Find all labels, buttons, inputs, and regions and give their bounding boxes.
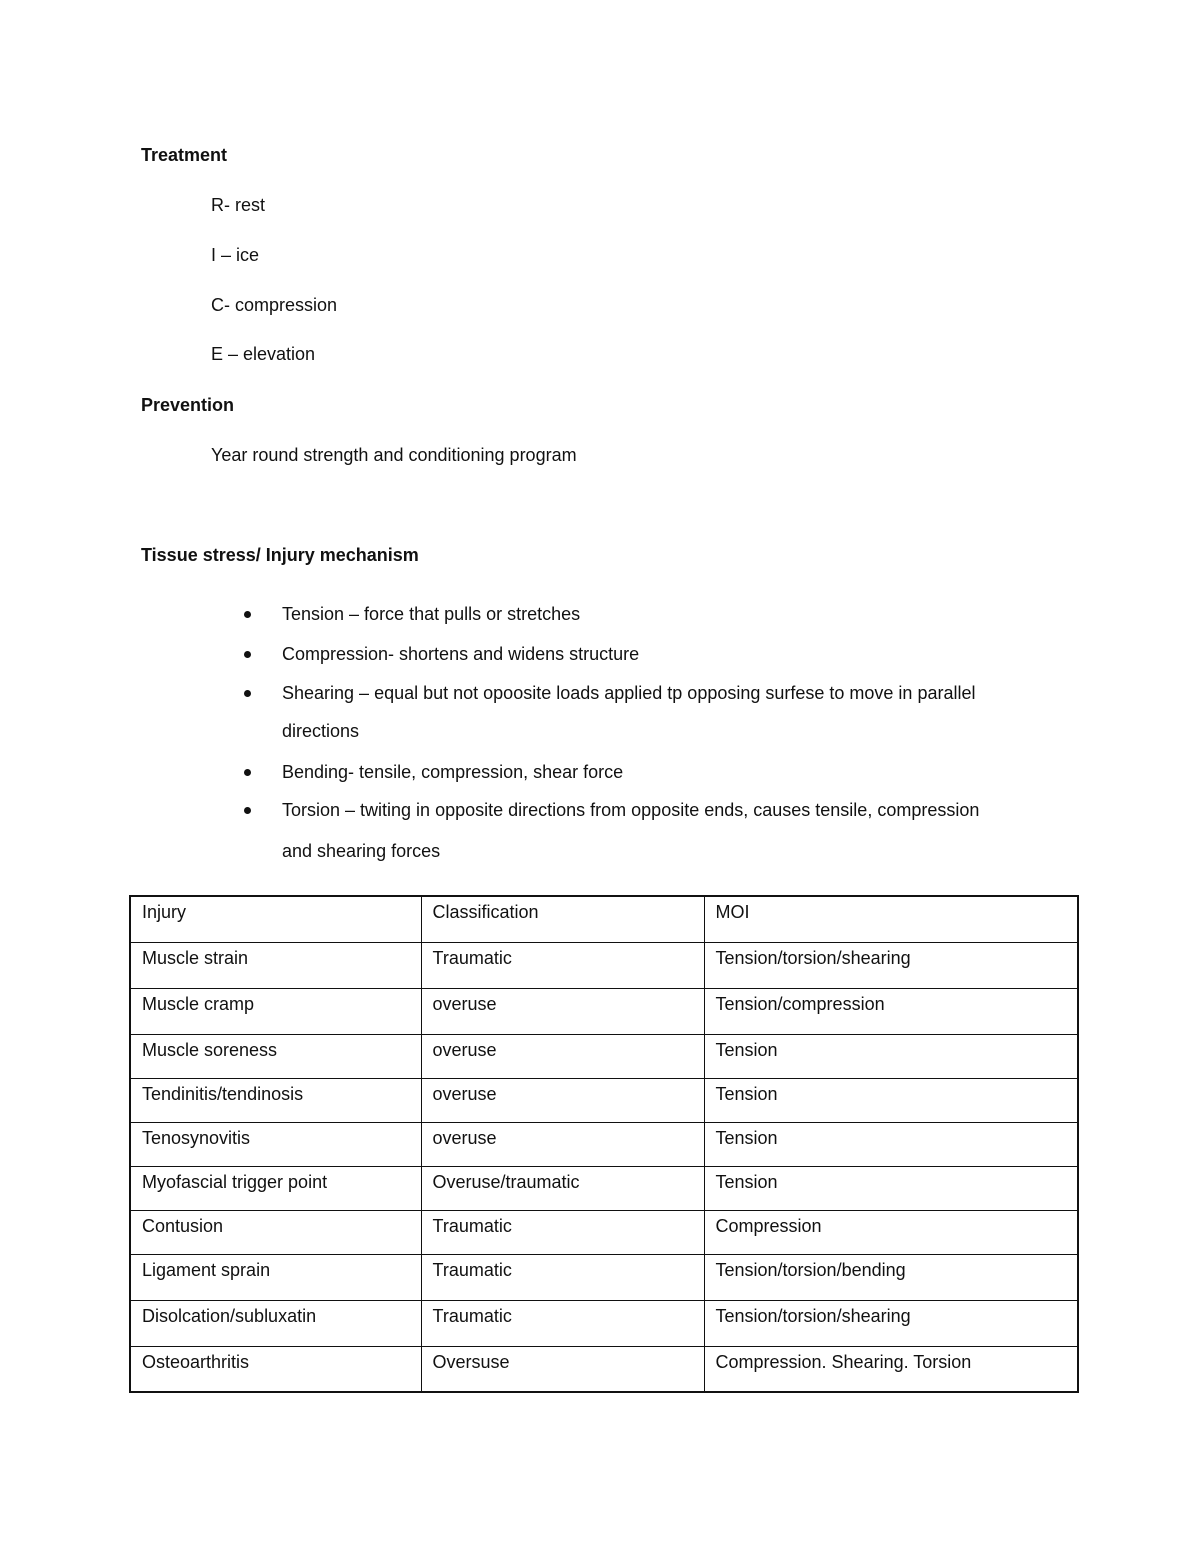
cell-moi: Tension [704,1122,1078,1166]
bullet-tension: Tension – force that pulls or stretches [282,604,581,624]
cell-classification: overuse [421,1034,704,1078]
cell-classification: Traumatic [421,1210,704,1254]
table-row [130,1210,1078,1254]
cell-injury: Myofascial trigger point [130,1166,421,1210]
cell-moi: Compression. Shearing. Torsion [704,1346,1078,1392]
bullet-shearing-continued: directions [282,721,360,741]
cell-moi: Tension/torsion/shearing [704,942,1078,988]
bullet-dot [244,807,251,814]
cell-moi: Tension/compression [704,988,1078,1034]
bullet-dot [244,611,251,618]
table-header-row [130,896,1078,942]
table-row [130,1346,1078,1392]
prevention-heading: Prevention [141,395,235,415]
treatment-item-ice: I – ice [211,245,260,265]
table-row [130,1122,1078,1166]
cell-moi: Tension/torsion/bending [704,1254,1078,1300]
cell-classification: Traumatic [421,942,704,988]
bullet-dot [244,690,251,697]
cell-moi: Tension [704,1166,1078,1210]
cell-classification: Oversuse [421,1346,704,1392]
cell-moi: Tension [704,1078,1078,1122]
treatment-heading: Treatment [141,145,228,165]
prevention-text: Year round strength and conditioning program [211,445,577,465]
bullet-compression: Compression- shortens and widens structure [282,644,640,664]
cell-classification: overuse [421,988,704,1034]
treatment-item-compression: C- compression [211,295,338,315]
cell-moi: Compression [704,1210,1078,1254]
table-row [130,1300,1078,1346]
bullet-torsion-continued: and shearing forces [282,841,441,861]
cell-injury: Disolcation/subluxatin [130,1300,421,1346]
cell-moi: Tension/torsion/shearing [704,1300,1078,1346]
header-injury: Injury [130,896,421,942]
injury-table [129,895,1079,1393]
cell-injury: Tendinitis/tendinosis [130,1078,421,1122]
cell-injury: Contusion [130,1210,421,1254]
cell-classification: overuse [421,1078,704,1122]
treatment-item-rest: R- rest [211,195,265,215]
table-row [130,1166,1078,1210]
cell-injury: Osteoarthritis [130,1346,421,1392]
bullet-torsion: Torsion – twiting in opposite directions from opposite ends, causes tensile, compression [282,800,980,820]
table-row [130,1034,1078,1078]
table-row [130,1078,1078,1122]
cell-injury: Muscle soreness [130,1034,421,1078]
table-row [130,988,1078,1034]
cell-classification: Overuse/traumatic [421,1166,704,1210]
header-moi: MOI [704,896,1078,942]
treatment-item-elevation: E – elevation [211,344,316,364]
table-row [130,942,1078,988]
cell-injury: Ligament sprain [130,1254,421,1300]
bullet-dot [244,769,251,776]
bullet-bending: Bending- tensile, compression, shear force [282,762,624,782]
cell-classification: Traumatic [421,1300,704,1346]
cell-injury: Muscle cramp [130,988,421,1034]
cell-moi: Tension [704,1034,1078,1078]
bullet-shearing: Shearing – equal but not opoosite loads applied tp opposing surfese to move in parallel [282,683,976,703]
table-row [130,1254,1078,1300]
tissue-stress-heading: Tissue stress/ Injury mechanism [141,545,419,565]
cell-classification: Traumatic [421,1254,704,1300]
cell-classification: overuse [421,1122,704,1166]
header-classification: Classification [421,896,704,942]
cell-injury: Tenosynovitis [130,1122,421,1166]
bullet-dot [244,651,251,658]
cell-injury: Muscle strain [130,942,421,988]
